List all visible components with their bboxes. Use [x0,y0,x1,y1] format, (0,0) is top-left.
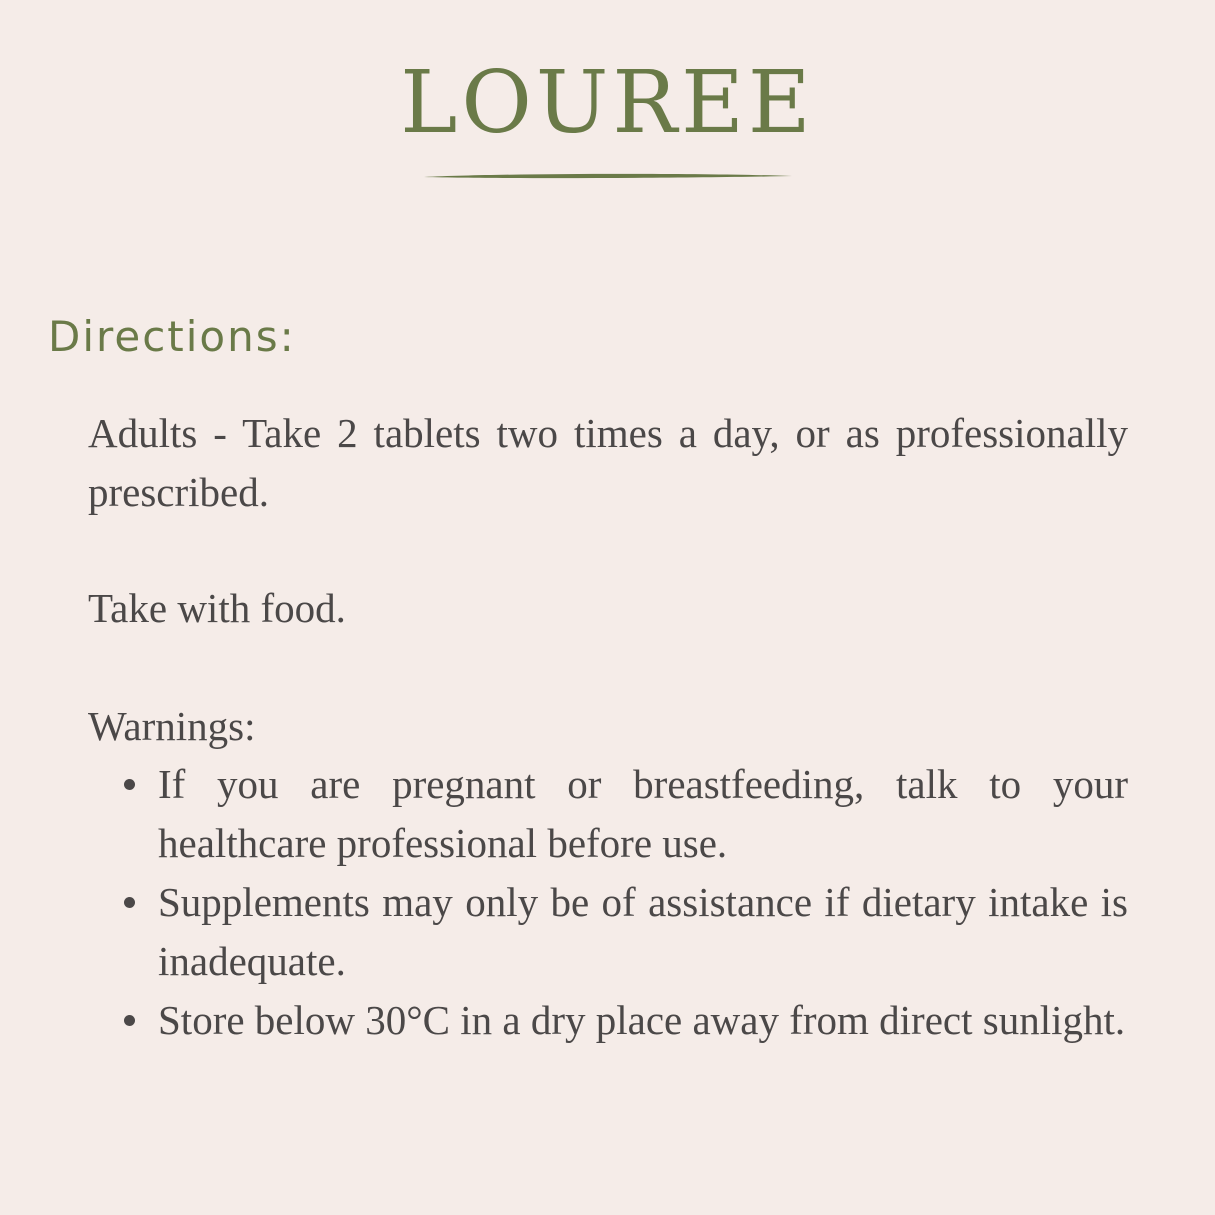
warnings-list [158,755,1128,1050]
warning-text: If you are pregnant or breastfeeding, talk to your healthcare professional before use. [158,761,1128,866]
warning-item [158,873,1128,991]
warning-item [158,991,1128,1050]
bullet-icon [124,897,135,908]
bullet-icon [124,779,135,790]
food-instructions: Take with food. [88,585,346,631]
brand-underline [422,170,794,182]
directions-heading: Directions: [48,312,296,361]
dosage-instructions: Adults - Take 2 tablets two times a day, or as professionally prescribed. [88,410,1128,515]
warning-text: Store below 30°C in a dry place away from direct sunlight. [158,997,1126,1043]
bullet-icon [124,1015,135,1026]
warning-item [158,755,1128,873]
brand-logo: LOUREE [400,53,815,153]
warning-text: Supplements may only be of assistance if dietary intake is inadequate. [158,879,1128,984]
warnings-heading: Warnings: [88,703,256,749]
